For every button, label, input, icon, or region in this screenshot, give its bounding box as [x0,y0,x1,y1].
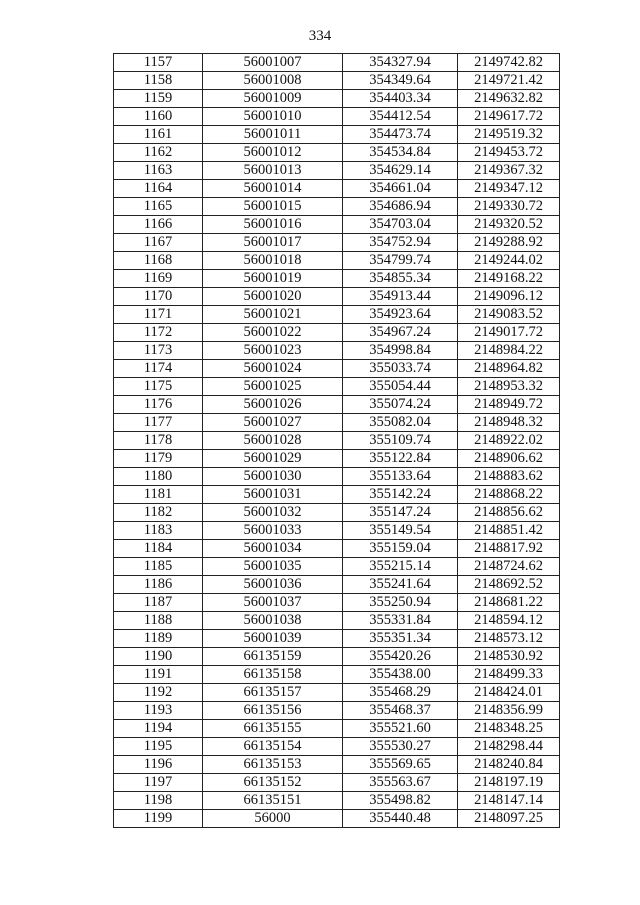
row-number-cell: 1185 [114,558,203,576]
point-id-cell: 56001007 [203,54,343,72]
point-id-cell: 66135156 [203,702,343,720]
y-coordinate-cell: 2148949.72 [458,396,560,414]
row-number-cell: 1158 [114,72,203,90]
x-coordinate-cell: 355109.74 [343,432,458,450]
x-coordinate-cell: 354473.74 [343,126,458,144]
y-coordinate-cell: 2149367.32 [458,162,560,180]
table-row [114,630,560,648]
row-number-cell: 1172 [114,324,203,342]
y-coordinate-cell: 2149320.52 [458,216,560,234]
row-number-cell: 1162 [114,144,203,162]
x-coordinate-cell: 355074.24 [343,396,458,414]
y-coordinate-cell: 2148240.84 [458,756,560,774]
page-number: 334 [308,28,332,44]
row-number-cell: 1159 [114,90,203,108]
x-coordinate-cell: 355241.64 [343,576,458,594]
y-coordinate-cell: 2149330.72 [458,198,560,216]
table-row [114,414,560,432]
x-coordinate-cell: 354327.94 [343,54,458,72]
table-row [114,108,560,126]
y-coordinate-cell: 2148348.25 [458,720,560,738]
row-number-cell: 1182 [114,504,203,522]
y-coordinate-cell: 2148147.14 [458,792,560,810]
table-row [114,522,560,540]
table-row [114,450,560,468]
point-id-cell: 56001033 [203,522,343,540]
row-number-cell: 1175 [114,378,203,396]
x-coordinate-cell: 355438.00 [343,666,458,684]
point-id-cell: 56001015 [203,198,343,216]
x-coordinate-cell: 354967.24 [343,324,458,342]
table-row [114,576,560,594]
table-row [114,360,560,378]
point-id-cell: 56001039 [203,630,343,648]
y-coordinate-cell: 2148681.22 [458,594,560,612]
row-number-cell: 1164 [114,180,203,198]
table-row [114,558,560,576]
table-row [114,756,560,774]
row-number-cell: 1196 [114,756,203,774]
row-number-cell: 1160 [114,108,203,126]
point-id-cell: 56001009 [203,90,343,108]
row-number-cell: 1170 [114,288,203,306]
point-id-cell: 66135152 [203,774,343,792]
point-id-cell: 56001019 [203,270,343,288]
y-coordinate-cell: 2149083.52 [458,306,560,324]
x-coordinate-cell: 355440.48 [343,810,458,828]
row-number-cell: 1166 [114,216,203,234]
y-coordinate-cell: 2148868.22 [458,486,560,504]
y-coordinate-cell: 2148964.82 [458,360,560,378]
x-coordinate-cell: 355142.24 [343,486,458,504]
table-row [114,792,560,810]
coordinate-table-body [114,54,560,828]
y-coordinate-cell: 2148948.32 [458,414,560,432]
x-coordinate-cell: 355521.60 [343,720,458,738]
point-id-cell: 56001026 [203,396,343,414]
point-id-cell: 56001022 [203,324,343,342]
y-coordinate-cell: 2148197.19 [458,774,560,792]
point-id-cell: 56001024 [203,360,343,378]
point-id-cell: 56001034 [203,540,343,558]
x-coordinate-cell: 355351.34 [343,630,458,648]
point-id-cell: 56001020 [203,288,343,306]
point-id-cell: 56001011 [203,126,343,144]
point-id-cell: 56001018 [203,252,343,270]
point-id-cell: 56001031 [203,486,343,504]
y-coordinate-cell: 2148097.25 [458,810,560,828]
row-number-cell: 1192 [114,684,203,702]
x-coordinate-cell: 355563.67 [343,774,458,792]
row-number-cell: 1168 [114,252,203,270]
point-id-cell: 66135157 [203,684,343,702]
table-row [114,216,560,234]
row-number-cell: 1194 [114,720,203,738]
point-id-cell: 56001027 [203,414,343,432]
x-coordinate-cell: 354923.64 [343,306,458,324]
table-row [114,702,560,720]
table-row [114,432,560,450]
x-coordinate-cell: 354855.34 [343,270,458,288]
row-number-cell: 1187 [114,594,203,612]
y-coordinate-cell: 2148424.01 [458,684,560,702]
row-number-cell: 1183 [114,522,203,540]
table-row [114,72,560,90]
point-id-cell: 66135154 [203,738,343,756]
point-id-cell: 66135151 [203,792,343,810]
point-id-cell: 56001017 [203,234,343,252]
y-coordinate-cell: 2148953.32 [458,378,560,396]
x-coordinate-cell: 355468.37 [343,702,458,720]
row-number-cell: 1190 [114,648,203,666]
table-row [114,720,560,738]
y-coordinate-cell: 2149244.02 [458,252,560,270]
row-number-cell: 1197 [114,774,203,792]
table-row [114,198,560,216]
y-coordinate-cell: 2148594.12 [458,612,560,630]
x-coordinate-cell: 355420.26 [343,648,458,666]
x-coordinate-cell: 354686.94 [343,198,458,216]
y-coordinate-cell: 2148298.44 [458,738,560,756]
y-coordinate-cell: 2148922.02 [458,432,560,450]
row-number-cell: 1191 [114,666,203,684]
x-coordinate-cell: 355468.29 [343,684,458,702]
x-coordinate-cell: 355569.65 [343,756,458,774]
table-row [114,324,560,342]
table-row [114,540,560,558]
row-number-cell: 1178 [114,432,203,450]
table-row [114,306,560,324]
y-coordinate-cell: 2148573.12 [458,630,560,648]
y-coordinate-cell: 2149168.22 [458,270,560,288]
y-coordinate-cell: 2149519.32 [458,126,560,144]
y-coordinate-cell: 2148530.92 [458,648,560,666]
point-id-cell: 56001036 [203,576,343,594]
y-coordinate-cell: 2149017.72 [458,324,560,342]
table-row [114,378,560,396]
table-row [114,738,560,756]
table-row [114,234,560,252]
row-number-cell: 1181 [114,486,203,504]
y-coordinate-cell: 2148499.33 [458,666,560,684]
row-number-cell: 1193 [114,702,203,720]
y-coordinate-cell: 2148692.52 [458,576,560,594]
x-coordinate-cell: 355147.24 [343,504,458,522]
table-row [114,252,560,270]
y-coordinate-cell: 2149453.72 [458,144,560,162]
x-coordinate-cell: 355250.94 [343,594,458,612]
table-row [114,162,560,180]
x-coordinate-cell: 355530.27 [343,738,458,756]
x-coordinate-cell: 355215.14 [343,558,458,576]
table-row [114,594,560,612]
y-coordinate-cell: 2148851.42 [458,522,560,540]
row-number-cell: 1189 [114,630,203,648]
y-coordinate-cell: 2148906.62 [458,450,560,468]
point-id-cell: 56001037 [203,594,343,612]
row-number-cell: 1195 [114,738,203,756]
point-id-cell: 56001029 [203,450,343,468]
row-number-cell: 1169 [114,270,203,288]
y-coordinate-cell: 2149096.12 [458,288,560,306]
row-number-cell: 1198 [114,792,203,810]
row-number-cell: 1186 [114,576,203,594]
point-id-cell: 56001012 [203,144,343,162]
x-coordinate-cell: 355054.44 [343,378,458,396]
table-row [114,54,560,72]
point-id-cell: 56001010 [203,108,343,126]
row-number-cell: 1163 [114,162,203,180]
point-id-cell: 56000 [203,810,343,828]
y-coordinate-cell: 2149632.82 [458,90,560,108]
x-coordinate-cell: 355159.04 [343,540,458,558]
x-coordinate-cell: 354661.04 [343,180,458,198]
x-coordinate-cell: 354629.14 [343,162,458,180]
y-coordinate-cell: 2149347.12 [458,180,560,198]
table-row [114,486,560,504]
row-number-cell: 1188 [114,612,203,630]
y-coordinate-cell: 2148724.62 [458,558,560,576]
point-id-cell: 56001028 [203,432,343,450]
x-coordinate-cell: 355498.82 [343,792,458,810]
point-id-cell: 56001021 [203,306,343,324]
point-id-cell: 56001032 [203,504,343,522]
row-number-cell: 1157 [114,54,203,72]
row-number-cell: 1184 [114,540,203,558]
x-coordinate-cell: 354534.84 [343,144,458,162]
x-coordinate-cell: 354913.44 [343,288,458,306]
point-id-cell: 56001016 [203,216,343,234]
x-coordinate-cell: 354412.54 [343,108,458,126]
point-id-cell: 56001023 [203,342,343,360]
point-id-cell: 56001013 [203,162,343,180]
x-coordinate-cell: 354752.94 [343,234,458,252]
x-coordinate-cell: 354403.34 [343,90,458,108]
table-row [114,666,560,684]
row-number-cell: 1177 [114,414,203,432]
row-number-cell: 1161 [114,126,203,144]
row-number-cell: 1173 [114,342,203,360]
x-coordinate-cell: 354998.84 [343,342,458,360]
y-coordinate-cell: 2149742.82 [458,54,560,72]
x-coordinate-cell: 354703.04 [343,216,458,234]
y-coordinate-cell: 2148883.62 [458,468,560,486]
row-number-cell: 1167 [114,234,203,252]
point-id-cell: 56001038 [203,612,343,630]
table-row [114,504,560,522]
table-row [114,612,560,630]
table-row [114,396,560,414]
point-id-cell: 66135159 [203,648,343,666]
table-row [114,468,560,486]
point-id-cell: 56001030 [203,468,343,486]
table-row [114,180,560,198]
point-id-cell: 56001014 [203,180,343,198]
y-coordinate-cell: 2149288.92 [458,234,560,252]
row-number-cell: 1180 [114,468,203,486]
table-row [114,126,560,144]
x-coordinate-cell: 355133.64 [343,468,458,486]
point-id-cell: 56001025 [203,378,343,396]
point-id-cell: 66135153 [203,756,343,774]
y-coordinate-cell: 2148356.99 [458,702,560,720]
table-row [114,810,560,828]
point-id-cell: 66135155 [203,720,343,738]
y-coordinate-cell: 2148984.22 [458,342,560,360]
y-coordinate-cell: 2148817.92 [458,540,560,558]
table-row [114,288,560,306]
row-number-cell: 1176 [114,396,203,414]
table-row [114,684,560,702]
table-row [114,342,560,360]
table-row [114,90,560,108]
row-number-cell: 1165 [114,198,203,216]
y-coordinate-cell: 2149721.42 [458,72,560,90]
x-coordinate-cell: 355033.74 [343,360,458,378]
point-id-cell: 56001035 [203,558,343,576]
x-coordinate-cell: 355331.84 [343,612,458,630]
y-coordinate-cell: 2149617.72 [458,108,560,126]
x-coordinate-cell: 354799.74 [343,252,458,270]
point-id-cell: 66135158 [203,666,343,684]
x-coordinate-cell: 355122.84 [343,450,458,468]
row-number-cell: 1179 [114,450,203,468]
row-number-cell: 1171 [114,306,203,324]
x-coordinate-cell: 354349.64 [343,72,458,90]
coordinate-table [113,53,560,828]
table-row [114,144,560,162]
table-row [114,774,560,792]
x-coordinate-cell: 355082.04 [343,414,458,432]
row-number-cell: 1199 [114,810,203,828]
point-id-cell: 56001008 [203,72,343,90]
x-coordinate-cell: 355149.54 [343,522,458,540]
table-row [114,270,560,288]
y-coordinate-cell: 2148856.62 [458,504,560,522]
table-row [114,648,560,666]
row-number-cell: 1174 [114,360,203,378]
